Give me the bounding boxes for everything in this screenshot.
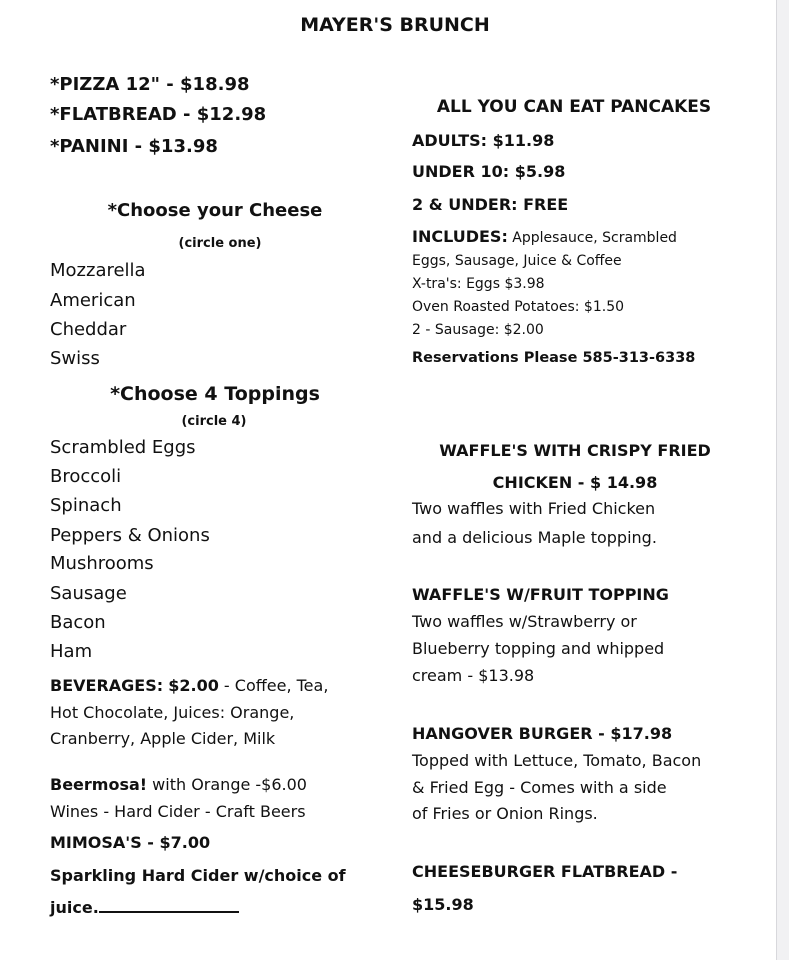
juice-label: juice. (50, 898, 99, 917)
beverages-line (50, 678, 328, 694)
topping-option: Sausage (50, 583, 127, 604)
topping-option: Scrambled Eggs (50, 437, 196, 458)
cheese-heading: *Choose your Cheese (107, 200, 323, 221)
waffle-fruit-desc: Blueberry topping and whipped (412, 639, 665, 658)
cheese-option: Cheddar (50, 319, 127, 340)
price-under-10: UNDER 10: $5.98 (412, 162, 566, 181)
cheeseburger-price: $15.98 (412, 895, 474, 914)
menu-title: MAYER'S BRUNCH (300, 14, 490, 36)
cheeseburger-heading: CHEESEBURGER FLATBREAD - (412, 862, 678, 881)
topping-option: Broccoli (50, 466, 122, 487)
beermosa-line (50, 777, 307, 793)
includes-label: INCLUDES: (412, 227, 508, 246)
wines-line: Wines - Hard Cider - Craft Beers (50, 802, 306, 821)
cheese-option: Mozzarella (50, 260, 146, 281)
topping-option: Bacon (50, 612, 106, 633)
reservations: Reservations Please 585-313-6338 (412, 350, 696, 366)
waffle-chicken-desc: and a delicious Maple topping. (412, 528, 657, 547)
pancakes-heading: ALL YOU CAN EAT PANCAKES (436, 97, 712, 117)
waffle-chicken-desc: Two waffles with Fried Chicken (412, 499, 656, 518)
mimosa-line: MIMOSA'S - $7.00 (50, 833, 211, 852)
extras-eggs: X-tra's: Eggs $3.98 (412, 276, 545, 292)
toppings-heading: *Choose 4 Toppings (110, 383, 320, 405)
toppings-note: (circle 4) (181, 414, 247, 429)
price-adults: ADULTS: $11.98 (412, 131, 555, 150)
juice-line (50, 900, 239, 916)
includes-line (412, 229, 677, 245)
cheese-option: American (50, 290, 136, 311)
hangover-desc: of Fries or Onion Rings. (412, 804, 598, 823)
sparkling-line: Sparkling Hard Cider w/choice of (50, 866, 346, 885)
topping-option: Peppers & Onions (50, 525, 210, 546)
includes-line-2: Eggs, Sausage, Juice & Coffee (412, 253, 622, 269)
menu-item-pizza: *PIZZA 12" - $18.98 (50, 74, 250, 95)
beverages-line-3: Cranberry, Apple Cider, Milk (50, 729, 276, 748)
hangover-heading: HANGOVER BURGER - $17.98 (412, 724, 673, 743)
blank-line (99, 911, 239, 913)
beverages-label: BEVERAGES: (50, 676, 164, 695)
waffle-fruit-heading: WAFFLE'S W/FRUIT TOPPING (412, 585, 669, 604)
hangover-desc: & Fried Egg - Comes with a side (412, 778, 667, 797)
hangover-desc: Topped with Lettuce, Tomato, Bacon (412, 751, 702, 770)
beverages-price: $2.00 (168, 676, 219, 695)
topping-option: Mushrooms (50, 553, 154, 574)
includes-text: Applesauce, Scrambled (512, 230, 677, 246)
extras-potatoes: Oven Roasted Potatoes: $1.50 (412, 299, 625, 315)
cheese-note: (circle one) (178, 236, 262, 251)
beermosa-text: with Orange -$6.00 (152, 775, 307, 794)
waffle-chicken-heading: WAFFLE'S WITH CRISPY FRIED (439, 441, 711, 460)
beverages-text: - Coffee, Tea, (223, 676, 329, 695)
price-under-2: 2 & UNDER: FREE (412, 195, 569, 214)
beverages-line-2: Hot Chocolate, Juices: Orange, (50, 703, 295, 722)
waffle-fruit-desc: Two waffles w/Strawberry or (412, 612, 637, 631)
beermosa-label: Beermosa! (50, 775, 148, 794)
waffle-chicken-price: CHICKEN - $ 14.98 (492, 473, 658, 492)
waffle-fruit-desc: cream - $13.98 (412, 666, 535, 685)
topping-option: Spinach (50, 495, 122, 516)
menu-item-flatbread: *FLATBREAD - $12.98 (50, 104, 267, 125)
extras-sausage: 2 - Sausage: $2.00 (412, 322, 544, 338)
page-edge (776, 0, 789, 960)
menu-item-panini: *PANINI - $13.98 (50, 136, 218, 157)
cheese-option: Swiss (50, 348, 100, 369)
topping-option: Ham (50, 641, 93, 662)
